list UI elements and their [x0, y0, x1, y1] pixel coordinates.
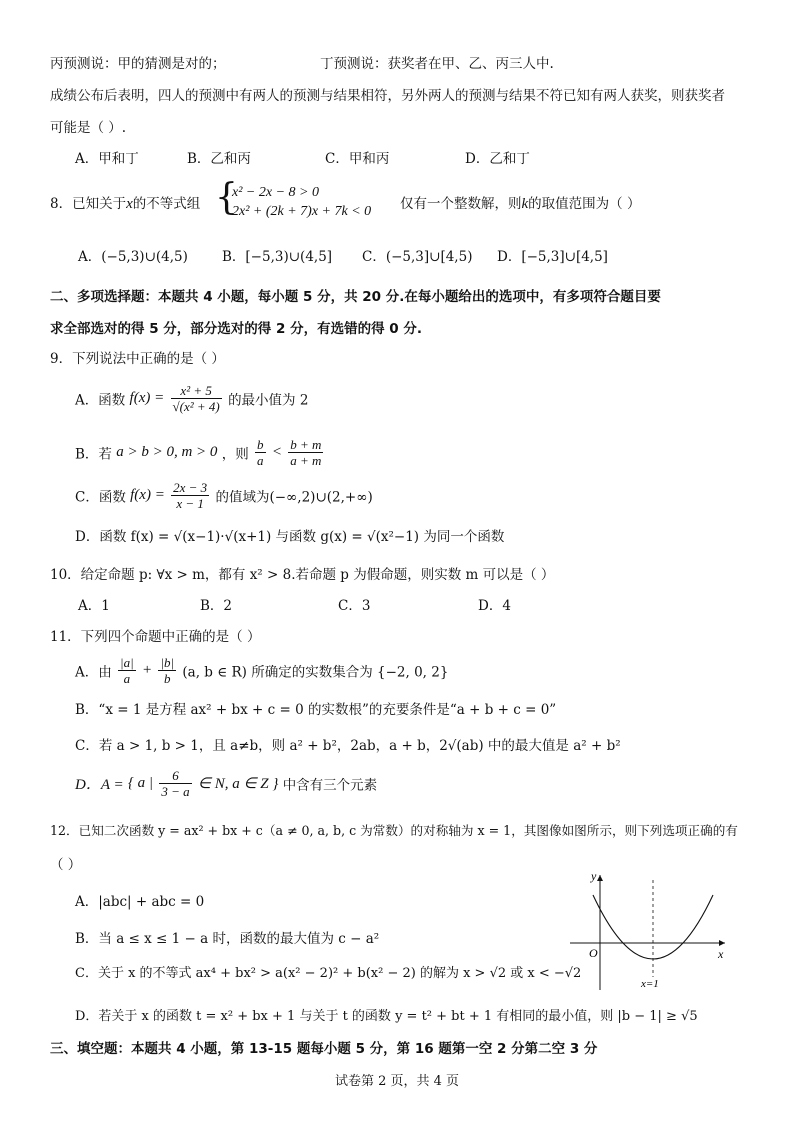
- q9-a-suffix: 的最小值为 2: [228, 392, 309, 409]
- q9-c-suffix: 的值域为(−∞,2)∪(2,+∞): [215, 489, 373, 506]
- q9-a-denominator: √(x² + 4): [172, 399, 220, 414]
- q7-option-b[interactable]: B．乙和丙: [187, 151, 251, 167]
- q8-prefix: 8．已知关于: [50, 196, 127, 212]
- section2-header-line2: 求全部选对的得 5 分，部分选对的得 2 分，有选错的得 0 分.: [50, 321, 423, 337]
- q11-d-fraction: [159, 768, 191, 799]
- q10-stem: 10．给定命题 p: ∀x > m，都有 x² > 8.若命题 p 为假命题，则实数 m 可以是（ ）: [50, 567, 555, 583]
- q12-stem: 12．已知二次函数 y = ax² + bx + c（a ≠ 0, a, b, c 为常数）的对称轴为 x = 1，其图像如图所示，则下列选项正确的有: [50, 823, 738, 838]
- q9-option-a[interactable]: [75, 383, 308, 414]
- q11-d-suffix: 中含有三个元素: [282, 777, 378, 794]
- q11-a-plus: +: [142, 662, 153, 678]
- q12-option-c[interactable]: C．关于 x 的不等式 ax⁴ + bx² > a(x² − 2)² + b(x² − 2) 的解为 x > √2 或 x < −√2: [75, 966, 582, 981]
- q11-a-suffix: (a, b ∈ R) 所确定的实数集合为 {−2, 0, 2}: [182, 664, 449, 681]
- q9-b-fraction-2: [288, 437, 323, 468]
- q9-b-fraction-1: [255, 437, 266, 468]
- q9-b-num1: b: [257, 437, 264, 452]
- q9-b-mid: ，则: [221, 446, 249, 463]
- q12-option-b[interactable]: B．当 a ≤ x ≤ 1 − a 时，函数的最大值为 c − a²: [75, 931, 380, 947]
- q11-option-d[interactable]: [75, 768, 377, 799]
- q10-option-d[interactable]: D．4: [478, 598, 511, 614]
- q11-d-set-open: { a |: [127, 775, 154, 791]
- q9-c-func: f(x) =: [130, 487, 165, 503]
- q11-stem: 11．下列四个命题中正确的是（ ）: [50, 629, 261, 645]
- graph-y-label: y: [591, 869, 597, 883]
- q8-option-b[interactable]: B．[−5,3)∪(4,5]: [222, 249, 333, 265]
- q9-option-d[interactable]: D．函数 f(x) = √(x−1)·√(x+1) 与函数 g(x) = √(x²−1) 为同一个函数: [75, 529, 505, 545]
- q8-inequality-1: x² − 2x − 8 > 0: [232, 185, 319, 200]
- q7-option-d[interactable]: D．乙和丁: [465, 151, 530, 167]
- q9-option-c[interactable]: [75, 480, 373, 511]
- q9-b-less-than: <: [271, 444, 282, 460]
- q11-a-fraction-2: [158, 655, 176, 686]
- q11-a-prefix: A．由: [75, 664, 112, 681]
- parabola-graph: [565, 865, 740, 995]
- q9-a-func: f(x) =: [129, 390, 165, 406]
- q11-a-den2: b: [164, 671, 171, 686]
- q11-a-num2: |b|: [160, 655, 175, 670]
- q12-stem-bracket: （ ）: [50, 857, 82, 873]
- q8-option-c[interactable]: C．(−5,3]∪[4,5): [362, 249, 473, 265]
- q11-d-denominator: 3 − a: [161, 784, 190, 799]
- graph-origin-label: O: [589, 946, 598, 960]
- q8-system-brace: {: [215, 177, 238, 218]
- q10-option-b[interactable]: B．2: [200, 598, 233, 614]
- q9-a-fraction: [171, 383, 222, 414]
- q7-option-c[interactable]: C．甲和丙: [325, 151, 390, 167]
- q11-a-num1: |a|: [120, 655, 134, 670]
- q9-b-num2: b + m: [290, 437, 322, 452]
- page-footer: 试卷第 2 页，共 4 页: [334, 1074, 460, 1089]
- q8-suffix1: 仅有一个整数解，则: [400, 196, 522, 212]
- q9-b-condition: a > b > 0, m > 0: [116, 444, 218, 460]
- q11-option-a[interactable]: [75, 655, 448, 686]
- q11-a-fraction-1: [118, 655, 136, 686]
- section3-header: 三、填空题：本题共 4 小题，第 13-15 题每小题 5 分，第 16 题第一空 2 分第二空 3 分: [50, 1041, 598, 1057]
- graph-axis-label: x=1: [641, 978, 659, 990]
- q9-c-fraction: [171, 480, 209, 511]
- intro-result-text: 成绩公布后表明，四人的预测中有两人的预测与结果相符，另外两人的预测与结果不符已知有两人获奖，则获奖者: [50, 88, 725, 104]
- q8-stem: [50, 195, 200, 213]
- q9-option-b[interactable]: [75, 437, 325, 468]
- q8-suffix2: 的取值范围为（ ）: [528, 196, 641, 212]
- q11-a-den1: a: [123, 671, 131, 686]
- q8-var-x: x: [126, 196, 133, 212]
- q9-c-prefix: C．函数: [75, 489, 126, 506]
- q11-option-c[interactable]: C．若 a > 1, b > 1，且 a≠b，则 a² + b²，2ab，a + b，2√(ab) 中的最大值是 a² + b²: [75, 738, 621, 754]
- q8-var-k: k: [521, 196, 529, 212]
- q9-b-den1: a: [257, 453, 264, 468]
- q10-option-c[interactable]: C．3: [338, 598, 371, 614]
- q9-b-prefix: B．若: [75, 446, 112, 463]
- q9-c-denominator: x − 1: [176, 496, 204, 511]
- q9-a-prefix: A．函数: [75, 392, 126, 409]
- q7-option-a[interactable]: A．甲和丁: [75, 151, 139, 167]
- q9-c-numerator: 2x − 3: [173, 480, 208, 495]
- q11-d-numerator: 6: [159, 768, 191, 784]
- graph-x-label: x: [718, 947, 724, 961]
- q8-inequality-2: 2x² + (2k + 7)x + 7k < 0: [232, 204, 372, 219]
- q11-d-prefix: D．A =: [75, 777, 124, 793]
- q8-mid: 的不等式组: [132, 196, 201, 212]
- q8-option-a[interactable]: A．(−5,3)∪(4,5): [78, 249, 188, 265]
- intro-bing-statement: 丙预测说：甲的猜测是对的；: [50, 56, 226, 72]
- q12-option-d[interactable]: D．若关于 x 的函数 t = x² + bx + 1 与关于 t 的函数 y = t² + bt + 1 有相同的最小值，则 |b − 1| ≥ √5: [75, 1009, 698, 1024]
- section2-header-line1: 二、多项选择题：本题共 4 小题，每小题 5 分，共 20 分.在每小题给出的选项中，有多项符合题目要: [50, 289, 661, 305]
- q8-option-d[interactable]: D．[−5,3]∪[4,5]: [497, 249, 608, 265]
- q10-option-a[interactable]: A．1: [78, 598, 110, 614]
- q9-b-den2: a + m: [290, 453, 322, 468]
- q9-stem: 9．下列说法中正确的是（ ）: [50, 351, 225, 367]
- q12-option-a[interactable]: A．|abc| + abc = 0: [75, 894, 205, 910]
- q11-d-set-close: ∈ N, a ∈ Z }: [197, 776, 279, 792]
- q11-option-b[interactable]: B．“x = 1 是方程 ax² + bx + c = 0 的实数根”的充要条件是“a + b + c = 0”: [75, 702, 557, 718]
- intro-ding-statement: 丁预测说：获奖者在甲、乙、丙三人中.: [320, 56, 554, 72]
- q8-suffix: [400, 195, 640, 213]
- q9-a-numerator: x² + 5: [171, 383, 222, 399]
- intro-question-text: 可能是（ ）.: [50, 120, 127, 136]
